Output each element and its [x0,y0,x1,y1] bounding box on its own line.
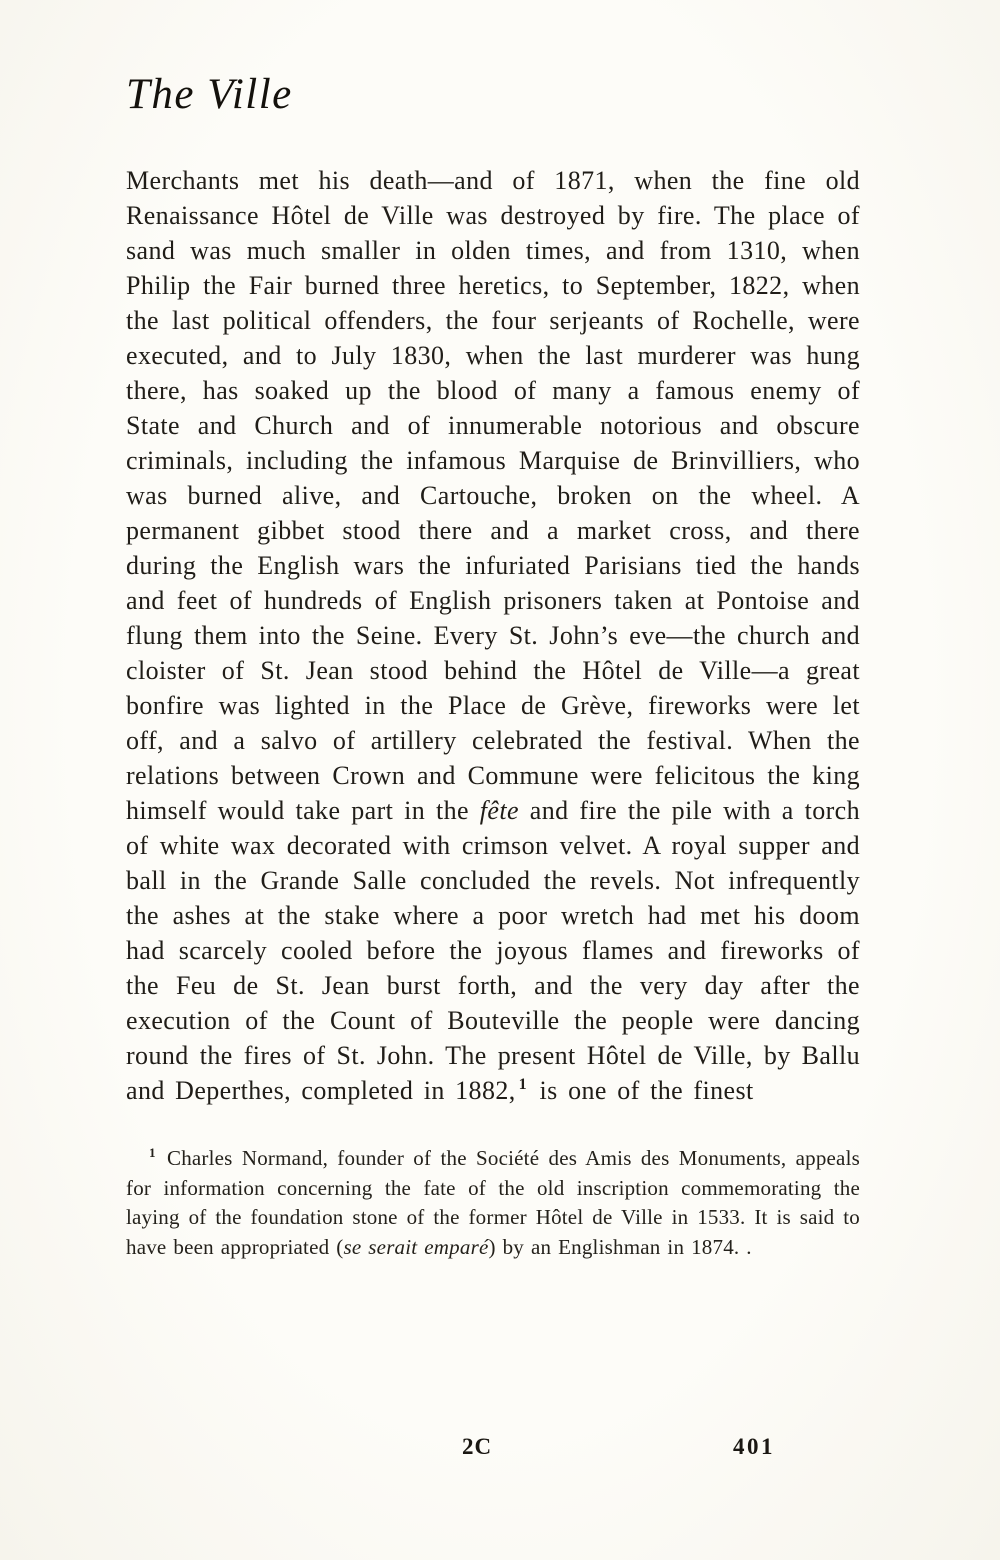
page-number: 401 [733,1434,775,1459]
running-header: The Ville [126,71,293,118]
body-text-segment-2: and fire the pile with a torch of white wax decorated with crimson velvet. A royal supper and ball in the Grande Salle concluded the revels. Not infrequently the ashes at the stake where a poor wretch had met his doom had scarcely cooled before the joyous flames and fireworks of the Feu de St. Jean burst forth, and the very day after the execution of the Count of Bouteville the people were dancing round the fires of St. John. The present Hôtel de Ville, by Ballu and Deperthes, completed in 1882, [126,796,860,1105]
footnote-text-segment-1: Charles Normand, founder of the Société des Amis des Monuments, appeals for information concerning the fate of the old inscription commemorating the laying of the foundation stone of the former Hôtel de Ville in 1533. It is said to have been appropriated ( [126,1146,860,1259]
footnote-marker: 1 [149,1145,156,1160]
footnote-reference: 1 [518,1076,528,1094]
body-text-segment-3: is one of the finest [529,1076,754,1105]
body-italic-fete: fête [479,796,519,825]
footnote-text-segment-2: ) by an Englishman in 1874. . [488,1234,752,1259]
page-footer [126,1434,860,1468]
footnote-italic-phrase: se serait emparé [343,1234,489,1259]
footnote [126,1144,860,1262]
signature-mark: 2C [462,1434,493,1459]
body-text-segment-1: Merchants met his death—and of 1871, when the fine old Renaissance Hôtel de Ville was destroyed by fire. The place of sand was much smaller in olden times, and from 1310, when Philip the Fair burned three heretics, to September, 1822, when the last political offenders, the four serjeants of Rochelle, were executed, and to July 1830, when the last murderer was hung there, has soaked up the blood of many a famous enemy of State and Church and of innumerable notorious and obscure criminals, including the infamous Marquise de Brinvilliers, who was burned alive, and Cartouche, broken on the wheel. A permanent gibbet stood there and a market cross, and there during the English wars the infuriated Parisians tied the hands and feet of hundreds of English prisoners taken at Pontoise and flung them into the Seine. Every St. John’s eve—the church and cloister of St. Jean stood behind the Hôtel de Ville—a great bonfire was lighted in the Place de Grève, fireworks were let off, and a salvo of artillery celebrated the festival. When the relations between Crown and Commune were felicitous the king himself would take part in the [126,166,860,825]
body-paragraph [126,163,860,1108]
